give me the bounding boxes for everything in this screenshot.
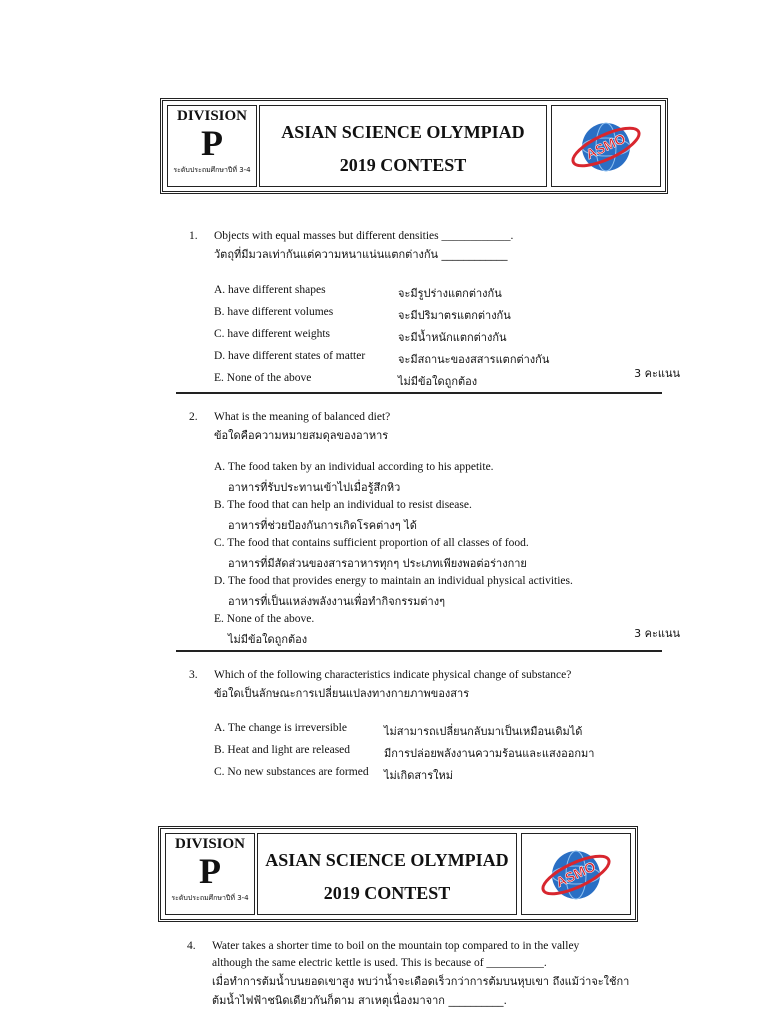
question-text-en: Which of the following characteristics indicate physical change of substance? bbox=[214, 669, 572, 681]
question-number: 2. bbox=[189, 411, 198, 423]
asmo-logo bbox=[521, 833, 631, 915]
question-text-en: What is the meaning of balanced diet? bbox=[214, 411, 391, 423]
contest-header-bottom bbox=[158, 826, 638, 922]
option-b-th: อาหารที่ช่วยป้องกันการเกิดโรคต่างๆ ได้ bbox=[228, 519, 417, 532]
title-box bbox=[257, 833, 517, 915]
title-box bbox=[259, 105, 547, 187]
option-e-th: ไม่มีข้อใดถูกต้อง bbox=[228, 633, 308, 646]
option-c[interactable]: C. have different weights bbox=[214, 328, 331, 340]
question-number: 4. bbox=[187, 940, 196, 952]
contest-title: ASIAN SCIENCE OLYMPIAD bbox=[281, 122, 525, 142]
option-d[interactable]: D. The food that provides energy to maintain an individual physical activities. bbox=[214, 575, 573, 587]
option-d-th: อาหารที่เป็นแหล่งพลังงานเพื่อทำกิจกรรมต่างๆ bbox=[228, 595, 445, 608]
question-text-th-line2: ต้มน้ำไฟฟ้าชนิดเดียวกันก็ตาม สาเหตุเนื่องมาจาก __________. bbox=[212, 994, 507, 1007]
question-number: 3. bbox=[189, 669, 198, 681]
option-c-th: จะมีน้ำหนักแตกต่างกัน bbox=[398, 331, 507, 344]
question-number: 1. bbox=[189, 230, 198, 242]
option-c[interactable]: C. No new substances are formed bbox=[214, 766, 369, 778]
option-c-th: ไม่เกิดสารใหม่ bbox=[384, 769, 454, 782]
division-subtitle: ระดับประถมศึกษาปีที่ 3-4 bbox=[173, 166, 251, 174]
score-label: 3 คะแนน bbox=[634, 627, 680, 640]
question-text-en-line1: Water takes a shorter time to boil on the mountain top compared to in the valley bbox=[212, 940, 580, 952]
contest-year: 2019 CONTEST bbox=[323, 883, 451, 903]
question-text-en-line2: although the same electric kettle is used. This is because of __________. bbox=[212, 957, 547, 969]
option-e[interactable]: E. None of the above. bbox=[214, 613, 315, 625]
option-a[interactable]: A. The change is irreversible bbox=[214, 722, 347, 734]
option-e-th: ไม่มีข้อใดถูกต้อง bbox=[398, 375, 478, 388]
contest-header-top bbox=[160, 98, 668, 194]
option-b[interactable]: B. The food that can help an individual to resist disease. bbox=[214, 499, 472, 511]
contest-year: 2019 CONTEST bbox=[339, 155, 467, 175]
option-a-th: ไม่สามารถเปลี่ยนกลับมาเป็นเหมือนเดิมได้ bbox=[384, 725, 583, 738]
option-a[interactable]: A. The food taken by an individual according to his appetite. bbox=[214, 461, 494, 473]
division-letter: P bbox=[199, 851, 221, 891]
option-b-th: มีการปล่อยพลังงานความร้อนและแสงออกมา bbox=[384, 747, 595, 760]
option-b[interactable]: B. have different volumes bbox=[214, 306, 334, 318]
division-subtitle: ระดับประถมศึกษาปีที่ 3-4 bbox=[171, 894, 249, 902]
option-a-th: จะมีรูปร่างแตกต่างกัน bbox=[398, 287, 502, 300]
question-4 bbox=[187, 937, 657, 1013]
svg-text:ASMO: ASMO bbox=[553, 857, 598, 891]
asmo-logo bbox=[551, 105, 661, 187]
question-text-th-line1: เมื่อทำการต้มน้ำบนยอดเขาสูง พบว่าน้ำจะเดือดเร็วกว่าการต้มบนหุบเขา ถึงแม้ว่าจะใช้กา bbox=[212, 975, 630, 988]
divider bbox=[176, 392, 662, 394]
question-2 bbox=[189, 408, 659, 448]
question-text-en: Objects with equal masses but different densities ____________. bbox=[214, 230, 514, 242]
option-d-th: จะมีสถานะของสสารแตกต่างกัน bbox=[398, 353, 550, 366]
option-a-th: อาหารที่รับประทานเข้าไปเมื่อรู้สึกหิว bbox=[228, 481, 401, 494]
option-b-th: จะมีปริมาตรแตกต่างกัน bbox=[398, 309, 511, 322]
contest-title: ASIAN SCIENCE OLYMPIAD bbox=[265, 850, 509, 870]
division-letter: P bbox=[201, 123, 223, 163]
option-b[interactable]: B. Heat and light are released bbox=[214, 744, 351, 756]
division-label: DIVISION bbox=[174, 836, 246, 852]
globe-logo-icon bbox=[566, 109, 646, 183]
question-text-th: ข้อใดเป็นลักษณะการเปลี่ยนแปลงทางกายภาพของสาร bbox=[214, 687, 470, 700]
option-c[interactable]: C. The food that contains sufficient proportion of all classes of food. bbox=[214, 537, 529, 549]
question-text-th: ข้อใดคือความหมายสมดุลของอาหาร bbox=[214, 429, 389, 442]
option-d[interactable]: D. have different states of matter bbox=[214, 350, 366, 362]
option-c-th: อาหารที่มีสัดส่วนของสารอาหารทุกๆ ประเภทเพียงพอต่อร่างกาย bbox=[228, 557, 527, 570]
divider bbox=[176, 650, 662, 652]
division-box bbox=[165, 833, 255, 915]
division-box bbox=[167, 105, 257, 187]
svg-text:ASMO: ASMO bbox=[583, 129, 628, 163]
option-e[interactable]: E. None of the above bbox=[214, 372, 312, 384]
division-label: DIVISION bbox=[176, 108, 248, 124]
question-text-th: วัตถุที่มีมวลเท่ากันแต่ความหนาแน่นแตกต่างกัน ____________ bbox=[214, 248, 508, 261]
globe-logo-icon bbox=[536, 837, 616, 911]
option-a[interactable]: A. have different shapes bbox=[214, 284, 326, 296]
question-3 bbox=[189, 666, 659, 706]
score-label: 3 คะแนน bbox=[634, 367, 680, 380]
question-1 bbox=[189, 227, 659, 267]
